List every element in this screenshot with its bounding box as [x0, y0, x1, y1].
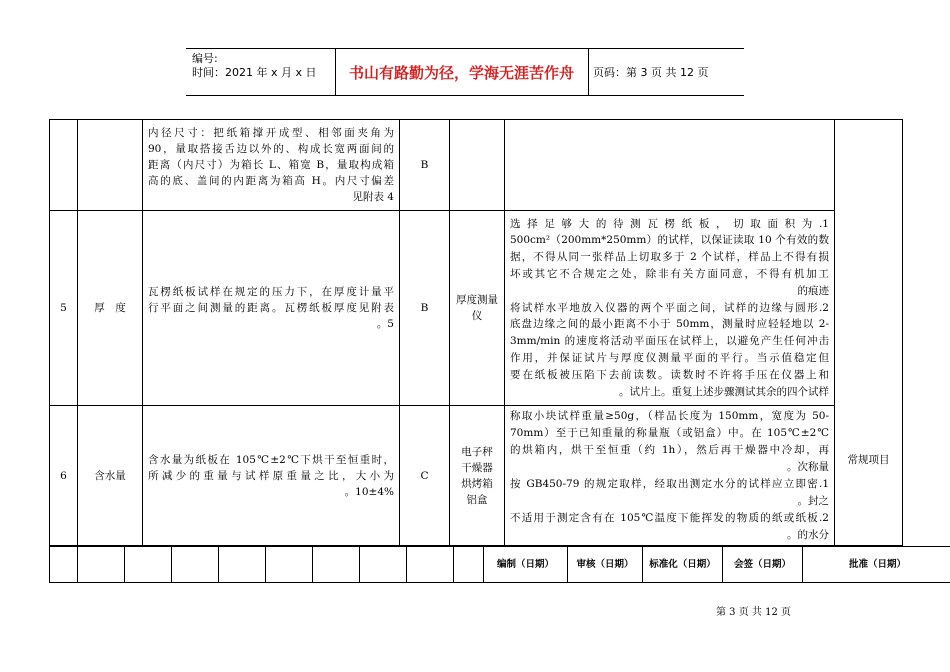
signature-blank: [454, 547, 484, 583]
doc-time-label: 时间：2021 年 x 月 x 日: [192, 66, 317, 79]
row-method: [505, 120, 835, 211]
header-divider: [588, 48, 589, 96]
signature-reviewed: 审核（日期）: [568, 547, 643, 583]
signature-table: [49, 546, 950, 583]
row-grade: B: [400, 211, 450, 406]
signature-compiled: 编制（日期）: [484, 547, 568, 583]
signature-blank: [78, 547, 125, 583]
row-description: 瓦楞纸板试样在规定的压力下，在厚度计量平 行平面之间测量的距离。瓦楞纸板厚度见附表 。5: [143, 211, 400, 406]
row-number: 5: [50, 211, 78, 406]
row-instrument: [450, 120, 505, 211]
signature-blank: [219, 547, 266, 583]
signature-blank: [172, 547, 219, 583]
row-grade: B: [400, 120, 450, 211]
row-number: [50, 120, 78, 211]
row-description: 内径尺寸：把纸箱撑开成型、相邻面夹角为 90，量取搭接舌边以外的、构成长宽两面间的 距离（内尺寸）为箱长 L、箱宽 B，量取构成箱 高的底、盖间的内距离为箱高 H。内尺寸偏差 见附表 4: [143, 120, 400, 211]
table-row: [50, 406, 903, 546]
row-item: [78, 120, 143, 211]
signature-blank: [50, 547, 78, 583]
page-header: [186, 48, 744, 96]
header-page-code: 页码：第 3 页 共 12 页: [593, 66, 709, 79]
row-instrument: 电子秤 干燥器 烘烤箱 铝盒: [450, 406, 505, 546]
row-method: 称取小块试样重量≥50g，（样品长度为 150mm，宽度为 50- 70mm）至于已知重量的称量瓶（或铝盒）中。在 105℃±2℃ 的烘箱内，烘干至恒重（约 1h），然后再干燥器中冷却，再 。次称量 按 GB450-79 的规定取样，经取出测定水分的试样应立即密.1 。封之 不适用于测定含有在 105℃温度下能挥发的物质的纸或纸板.2 。的水分: [505, 406, 835, 546]
signature-blank: [407, 547, 454, 583]
header-motto: 书山有路勤为径，学海无涯苦作舟: [348, 63, 574, 82]
signature-approved: 批准（日期）: [803, 547, 950, 583]
row-remark: 常规项目: [835, 120, 903, 546]
table-row: [50, 211, 903, 406]
signature-standardized: 标准化（日期）: [643, 547, 723, 583]
row-description: 含水量为纸板在 105℃±2℃下烘干至恒重时， 所减少的重量与试样原重量之比，大小为 。10±4%: [143, 406, 400, 546]
signature-blank: [125, 547, 172, 583]
row-method: 选 择 足 够 大 的 待 测 瓦 楞 纸 板 ， 切 取 面 积 为 .1 500cm²（200mm*250mm）的试样，以保证读取 10 个有效的数 据，不得从同一张样品上切取多于 2 个试样，样品上不得有损 坏或其它不合规定之处，除非有关方面同意，不得有机加工 的痕迹 将试样水平地放入仪器的两个平面之间，试样的边缘与圆形.2 底盘边缘之间的最小距离不小于 50mm，测量时应轻轻地以 2- 3mm/min 的速度将活动平面压在试样上，以避免产生任何冲击 作用，并保证试片与厚度仪测量平面的平行。当示值稳定但 要在纸板被压陷下去前读数。读数时不许将手压在仪器上和 。试片上。重复上述步骤测试其余的四个试样: [505, 211, 835, 406]
table-row: [50, 120, 903, 211]
signature-blank: [313, 547, 360, 583]
row-grade: C: [400, 406, 450, 546]
header-meta: [192, 52, 317, 80]
signature-blank: [266, 547, 313, 583]
row-instrument: 厚度测量仪: [450, 211, 505, 406]
inspection-table: [49, 119, 903, 546]
row-number: 6: [50, 406, 78, 546]
signature-countersigned: 会签（日期）: [723, 547, 803, 583]
row-item: 厚 度: [78, 211, 143, 406]
doc-number-label: 编号:: [192, 52, 218, 65]
row-item: 含水量: [78, 406, 143, 546]
signature-blank: [360, 547, 407, 583]
page-footer: 第 3 页 共 12 页: [716, 607, 791, 618]
